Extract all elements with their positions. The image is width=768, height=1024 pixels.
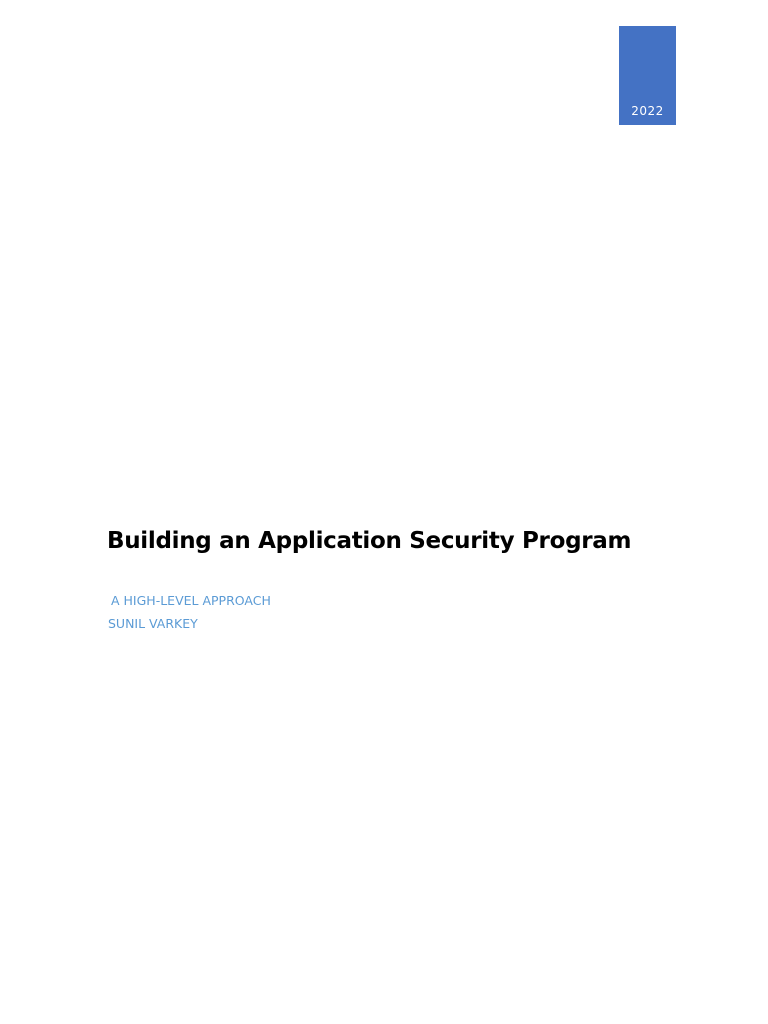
author-name: SUNIL VARKEY <box>108 616 198 631</box>
year-label: 2022 <box>631 104 664 118</box>
document-subtitle: A HIGH-LEVEL APPROACH <box>111 593 271 608</box>
document-title: Building an Application Security Program <box>107 528 632 554</box>
year-tab <box>619 26 676 125</box>
